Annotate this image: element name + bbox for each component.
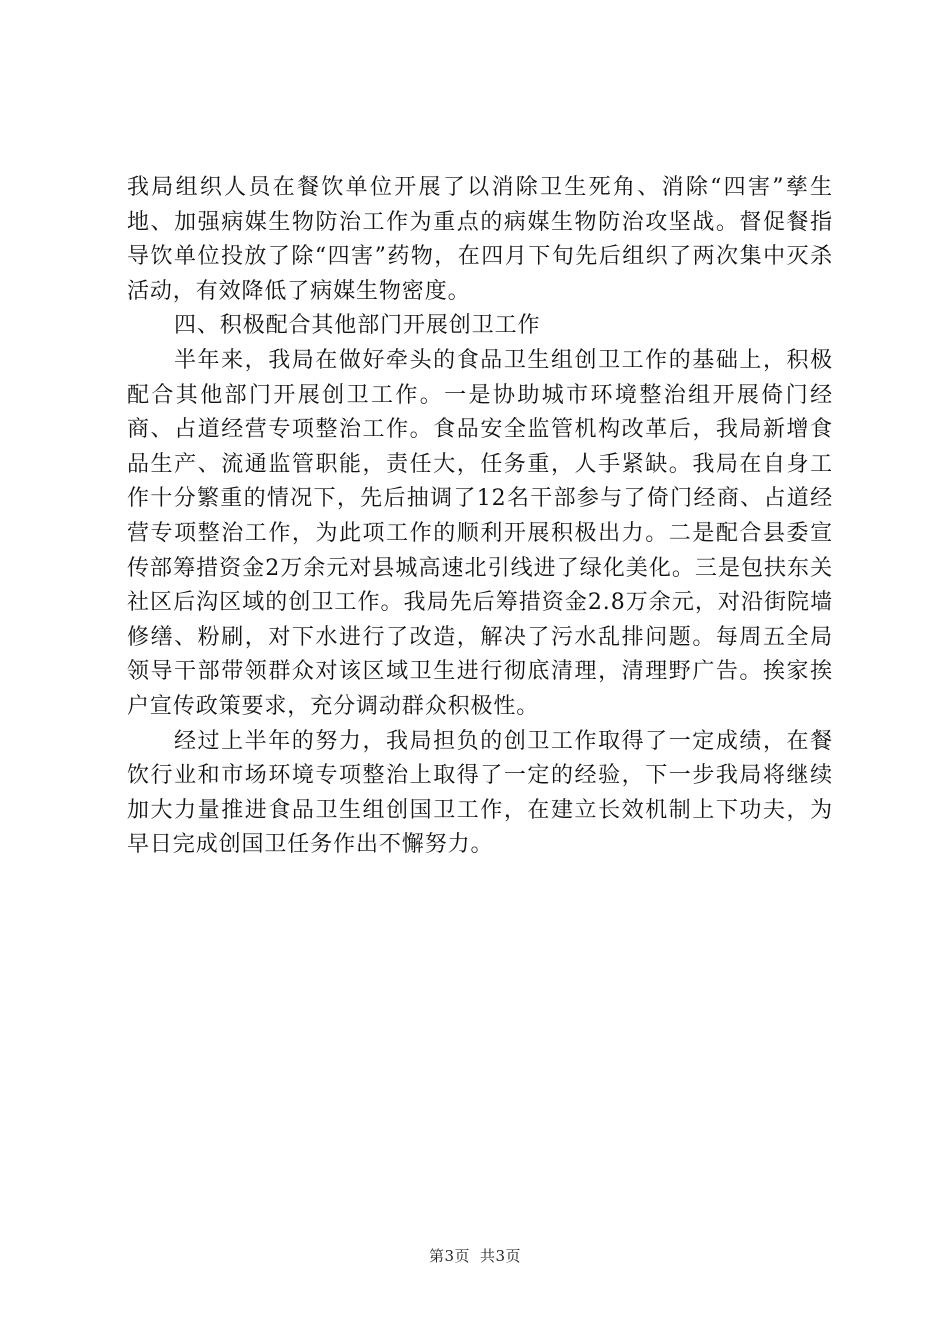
page-number: 第3页 [428,1247,470,1265]
page-footer [0,1245,950,1266]
section-heading: 四、积极配合其他部门开展创卫工作 [174,313,541,339]
document-body [127,171,833,863]
page-total: 共3页 [480,1247,522,1265]
paragraph-2: 半年来，我局在做好牵头的食品卫生组创卫工作的基础上，积极配合其他部门开展创卫工作。一是协助城市环境整治组开展倚门经商、占道经营专项整治工作。食品安全监管机构改革后，我局新增食品生产、流通监管职能，责任大，任务重，人手紧缺。我局在自身工作十分繁重的情况下，先后抽调了12名干部参与了倚门经商、占道经营专项整治工作，为此项工作的顺利开展积极出力。二是配合县委宣传部筹措资金2万余元对县城高速北引线进了绿化美化。三是包扶东关社区后沟区域的创卫工作。我局先后筹措资金2.8万余元，对沿街院墙修缮、粉刷，对下水进行了改造，解决了污水乱排问题。每周五全局领导干部带领群众对该区域卫生进行彻底清理，清理野广告。挨家挨户宣传政策要求，充分调动群众积极性。 [127,347,833,719]
paragraph-3: 经过上半年的努力，我局担负的创卫工作取得了一定成绩，在餐饮行业和市场环境专项整治上取得了一定的经验，下一步我局将继续加大力量推进食品卫生组创国卫工作，在建立长效机制上下功夫，为早日完成创国卫任务作出不懈努力。 [127,728,833,858]
paragraph-1: 我局组织人员在餐饮单位开展了以消除卫生死角、消除“四害”孳生地、加强病媒生物防治工作为重点的病媒生物防治攻坚战。督促餐指导饮单位投放了除“四害”药物，在四月下旬先后组织了两次集中灭杀活动，有效降低了病媒生物密度。 [127,175,833,304]
